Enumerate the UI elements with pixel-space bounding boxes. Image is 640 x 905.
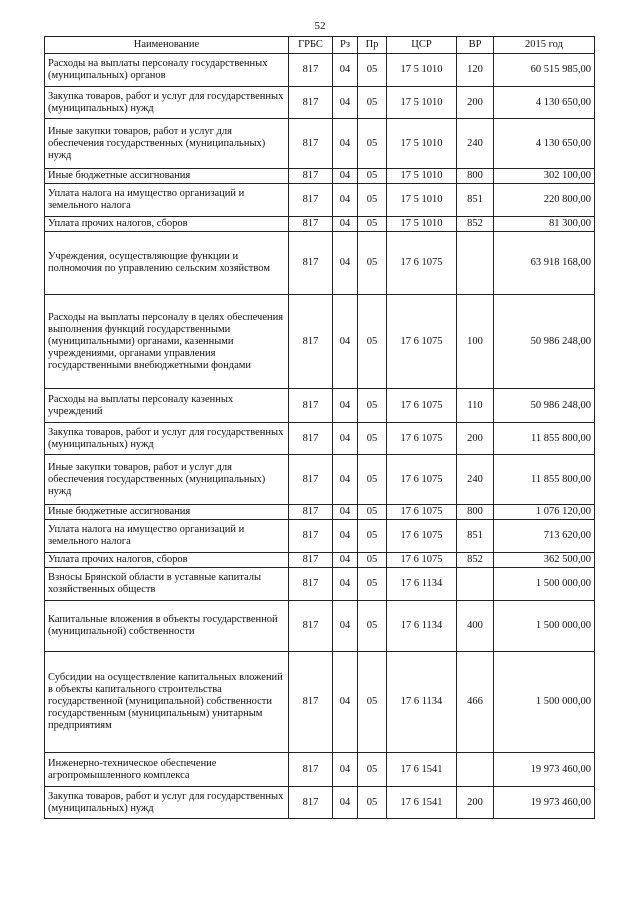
row-vr: 120	[457, 54, 494, 87]
row-rz: 04	[333, 217, 358, 232]
row-pr: 05	[358, 389, 387, 423]
row-name: Иные закупки товаров, работ и услуг для обеспечения государственных (муниципальных) нужд	[45, 455, 289, 505]
header-rz: Рз	[333, 37, 358, 54]
row-csr: 17 6 1134	[387, 601, 457, 652]
row-grbs: 817	[289, 54, 333, 87]
row-grbs: 817	[289, 753, 333, 787]
row-grbs: 817	[289, 184, 333, 217]
table-body	[45, 54, 595, 819]
row-sum: 1 500 000,00	[494, 652, 595, 753]
row-vr: 800	[457, 169, 494, 184]
row-grbs: 817	[289, 601, 333, 652]
row-rz: 04	[333, 505, 358, 520]
row-rz: 04	[333, 553, 358, 568]
row-csr: 17 6 1075	[387, 505, 457, 520]
row-pr: 05	[358, 787, 387, 819]
row-csr: 17 5 1010	[387, 217, 457, 232]
row-vr	[457, 232, 494, 295]
row-grbs: 817	[289, 119, 333, 169]
row-rz: 04	[333, 184, 358, 217]
table-row	[45, 423, 595, 455]
row-name: Расходы на выплаты персоналу казенных учреждений	[45, 389, 289, 423]
row-grbs: 817	[289, 389, 333, 423]
row-grbs: 817	[289, 87, 333, 119]
header-year: 2015 год	[494, 37, 595, 54]
row-grbs: 817	[289, 553, 333, 568]
row-sum: 220 800,00	[494, 184, 595, 217]
row-rz: 04	[333, 423, 358, 455]
row-vr: 851	[457, 184, 494, 217]
row-csr: 17 6 1075	[387, 455, 457, 505]
row-pr: 05	[358, 505, 387, 520]
row-name: Расходы на выплаты персоналу государственных (муниципальных) органов	[45, 54, 289, 87]
row-vr: 800	[457, 505, 494, 520]
row-sum: 4 130 650,00	[494, 119, 595, 169]
row-csr: 17 6 1134	[387, 568, 457, 601]
row-grbs: 817	[289, 505, 333, 520]
row-pr: 05	[358, 568, 387, 601]
row-csr: 17 5 1010	[387, 119, 457, 169]
row-name: Иные закупки товаров, работ и услуг для обеспечения государственных (муниципальных) нужд	[45, 119, 289, 169]
table-row	[45, 553, 595, 568]
row-sum: 362 500,00	[494, 553, 595, 568]
row-sum: 19 973 460,00	[494, 787, 595, 819]
row-pr: 05	[358, 753, 387, 787]
row-sum: 50 986 248,00	[494, 389, 595, 423]
row-pr: 05	[358, 87, 387, 119]
row-name: Взносы Брянской области в уставные капиталы хозяйственных обществ	[45, 568, 289, 601]
row-rz: 04	[333, 295, 358, 389]
row-rz: 04	[333, 87, 358, 119]
row-pr: 05	[358, 184, 387, 217]
row-pr: 05	[358, 217, 387, 232]
row-vr	[457, 568, 494, 601]
row-vr: 400	[457, 601, 494, 652]
table-row	[45, 601, 595, 652]
table-row	[45, 652, 595, 753]
row-pr: 05	[358, 601, 387, 652]
row-name: Уплата прочих налогов, сборов	[45, 553, 289, 568]
row-sum: 19 973 460,00	[494, 753, 595, 787]
row-sum: 11 855 800,00	[494, 423, 595, 455]
row-csr: 17 5 1010	[387, 184, 457, 217]
table-row	[45, 505, 595, 520]
row-vr: 200	[457, 423, 494, 455]
row-rz: 04	[333, 652, 358, 753]
row-rz: 04	[333, 455, 358, 505]
row-pr: 05	[358, 520, 387, 553]
row-name: Иные бюджетные ассигнования	[45, 505, 289, 520]
row-csr: 17 6 1075	[387, 295, 457, 389]
table-row	[45, 455, 595, 505]
row-vr: 200	[457, 87, 494, 119]
table-row	[45, 87, 595, 119]
row-sum: 63 918 168,00	[494, 232, 595, 295]
row-pr: 05	[358, 232, 387, 295]
row-csr: 17 6 1541	[387, 787, 457, 819]
row-pr: 05	[358, 169, 387, 184]
header-csr: ЦСР	[387, 37, 457, 54]
row-name: Уплата прочих налогов, сборов	[45, 217, 289, 232]
row-rz: 04	[333, 169, 358, 184]
row-sum: 1 500 000,00	[494, 601, 595, 652]
row-name: Капитальные вложения в объекты государственной (муниципальной) собственности	[45, 601, 289, 652]
table-row	[45, 54, 595, 87]
row-csr: 17 5 1010	[387, 54, 457, 87]
row-name: Уплата налога на имущество организаций и земельного налога	[45, 184, 289, 217]
row-name: Закупка товаров, работ и услуг для государственных (муниципальных) нужд	[45, 423, 289, 455]
row-pr: 05	[358, 553, 387, 568]
row-rz: 04	[333, 568, 358, 601]
row-sum: 4 130 650,00	[494, 87, 595, 119]
row-name: Инженерно-техническое обеспечение агропромышленного комплекса	[45, 753, 289, 787]
page-number: 52	[314, 20, 326, 32]
row-name: Учреждения, осуществляющие функции и полномочия по управлению сельским хозяйством	[45, 232, 289, 295]
table-row	[45, 753, 595, 787]
row-rz: 04	[333, 232, 358, 295]
table-row	[45, 169, 595, 184]
row-csr: 17 5 1010	[387, 169, 457, 184]
row-grbs: 817	[289, 295, 333, 389]
row-pr: 05	[358, 119, 387, 169]
row-vr: 466	[457, 652, 494, 753]
row-vr: 110	[457, 389, 494, 423]
row-grbs: 817	[289, 787, 333, 819]
row-vr	[457, 753, 494, 787]
row-pr: 05	[358, 54, 387, 87]
row-grbs: 817	[289, 520, 333, 553]
row-pr: 05	[358, 652, 387, 753]
row-sum: 11 855 800,00	[494, 455, 595, 505]
row-csr: 17 6 1075	[387, 389, 457, 423]
row-name: Закупка товаров, работ и услуг для государственных (муниципальных) нужд	[45, 787, 289, 819]
budget-table	[44, 36, 595, 819]
row-csr: 17 6 1075	[387, 232, 457, 295]
row-csr: 17 6 1134	[387, 652, 457, 753]
row-csr: 17 6 1075	[387, 423, 457, 455]
table-row	[45, 232, 595, 295]
row-csr: 17 6 1075	[387, 553, 457, 568]
row-sum: 713 620,00	[494, 520, 595, 553]
row-vr: 851	[457, 520, 494, 553]
row-vr: 240	[457, 455, 494, 505]
table-row	[45, 119, 595, 169]
row-vr: 852	[457, 217, 494, 232]
row-vr: 200	[457, 787, 494, 819]
header-pr: Пр	[358, 37, 387, 54]
table-header-row	[45, 37, 595, 54]
table-row	[45, 787, 595, 819]
row-rz: 04	[333, 520, 358, 553]
row-rz: 04	[333, 389, 358, 423]
row-csr: 17 5 1010	[387, 87, 457, 119]
row-grbs: 817	[289, 568, 333, 601]
row-vr: 852	[457, 553, 494, 568]
table-row	[45, 295, 595, 389]
row-grbs: 817	[289, 169, 333, 184]
row-rz: 04	[333, 787, 358, 819]
table-row	[45, 389, 595, 423]
table-row	[45, 568, 595, 601]
table-row	[45, 217, 595, 232]
row-grbs: 817	[289, 652, 333, 753]
row-csr: 17 6 1541	[387, 753, 457, 787]
table-row	[45, 184, 595, 217]
row-vr: 100	[457, 295, 494, 389]
row-name: Расходы на выплаты персоналу в целях обеспечения выполнения функций государственными (муниципальными) органами, казенными учреждениями, органами управления государственными внебюджетными фондами	[45, 295, 289, 389]
row-pr: 05	[358, 295, 387, 389]
row-name: Субсидии на осуществление капитальных вложений в объекты капитального строительства государственной (муниципальной) собственности государственным (муниципальным) унитарным предприятиям	[45, 652, 289, 753]
header-name: Наименование	[45, 37, 289, 54]
row-rz: 04	[333, 753, 358, 787]
row-name: Иные бюджетные ассигнования	[45, 169, 289, 184]
row-pr: 05	[358, 455, 387, 505]
row-rz: 04	[333, 119, 358, 169]
row-grbs: 817	[289, 232, 333, 295]
row-rz: 04	[333, 54, 358, 87]
row-grbs: 817	[289, 455, 333, 505]
row-sum: 81 300,00	[494, 217, 595, 232]
row-sum: 50 986 248,00	[494, 295, 595, 389]
row-vr: 240	[457, 119, 494, 169]
table-row	[45, 520, 595, 553]
header-vr: ВР	[457, 37, 494, 54]
row-rz: 04	[333, 601, 358, 652]
row-sum: 60 515 985,00	[494, 54, 595, 87]
row-name: Закупка товаров, работ и услуг для государственных (муниципальных) нужд	[45, 87, 289, 119]
row-csr: 17 6 1075	[387, 520, 457, 553]
row-name: Уплата налога на имущество организаций и земельного налога	[45, 520, 289, 553]
row-grbs: 817	[289, 423, 333, 455]
row-pr: 05	[358, 423, 387, 455]
row-grbs: 817	[289, 217, 333, 232]
row-sum: 1 500 000,00	[494, 568, 595, 601]
header-grbs: ГРБС	[289, 37, 333, 54]
row-sum: 1 076 120,00	[494, 505, 595, 520]
row-sum: 302 100,00	[494, 169, 595, 184]
